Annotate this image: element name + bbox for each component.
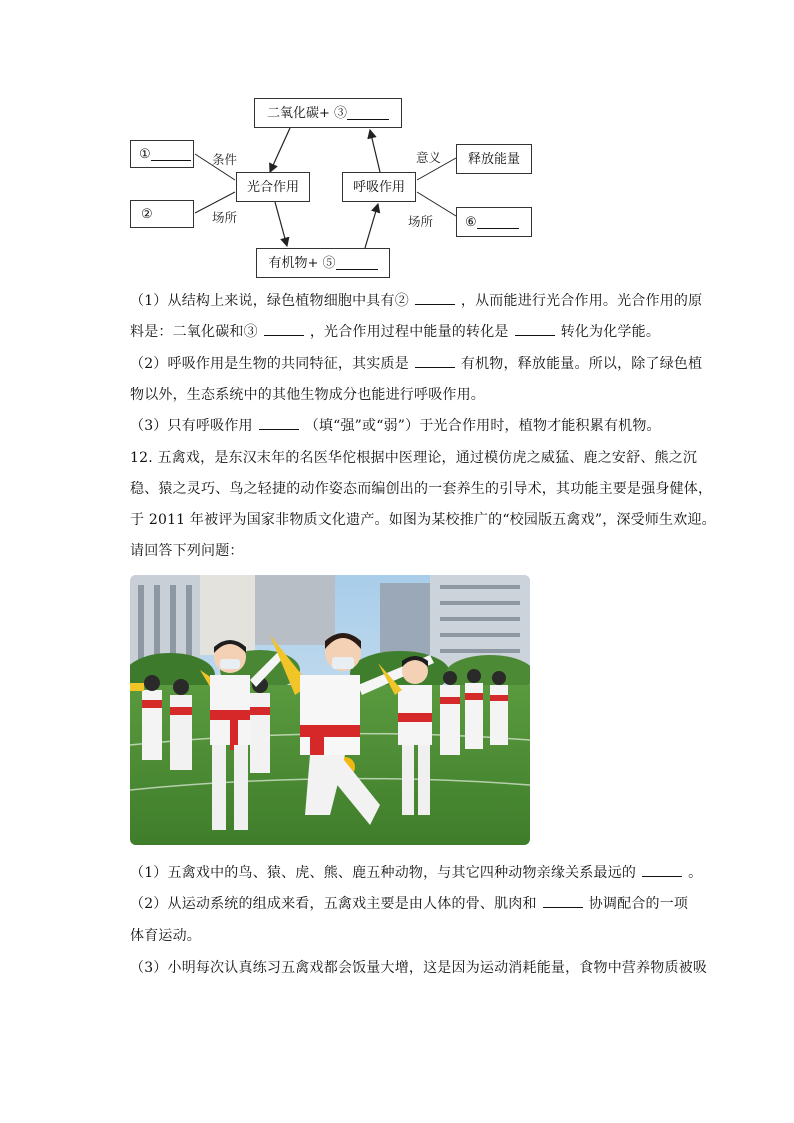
label-place-right: 场所	[408, 214, 434, 229]
release-energy-text: 释放能量	[467, 151, 520, 167]
arrow-photosynthesis-to-bottom	[275, 202, 287, 246]
blank-box-2-text: ②	[141, 206, 153, 222]
blank-box-2	[130, 200, 194, 228]
label-condition: 条件	[212, 152, 238, 167]
q12-2-line2	[130, 925, 201, 945]
text: 。	[688, 865, 703, 881]
answer-blank	[515, 323, 555, 336]
q12-3-line	[130, 957, 707, 977]
text: （3）只有呼吸作用	[130, 418, 253, 434]
answer-blank	[259, 417, 299, 430]
text: （2）呼吸作用是生物的共同特征，其实质是	[130, 356, 409, 372]
text: （1）从结构上来说，绿色植物细胞中具有②	[130, 293, 409, 309]
answer-blank	[415, 355, 455, 368]
q12-intro-line1	[130, 447, 697, 467]
text: ，光合作用过程中能量的转化是	[309, 324, 509, 340]
co2-box-text: 二氧化碳+ ③	[266, 105, 348, 121]
arrow-respiration-to-top	[370, 130, 380, 172]
respiration-box	[342, 172, 416, 202]
organic-matter-box	[256, 248, 390, 278]
wuqinxi-photo	[130, 575, 530, 845]
photosynthesis-respiration-diagram	[120, 88, 560, 288]
q11-1-line1	[130, 290, 702, 310]
text: （2）从运动系统的组成来看，五禽戏主要是由人体的骨、肌肉和	[130, 896, 537, 912]
arrow-bottom-to-respiration	[365, 204, 378, 248]
text: （1）五禽戏中的鸟、猿、虎、熊、鹿五种动物，与其它四种动物亲缘关系最远的	[130, 865, 637, 881]
q12-2-line1	[130, 893, 688, 913]
blank-box-6-text: ⑥	[465, 214, 477, 230]
text: （填“强”或“弱”）于光合作用时，植物才能积累有机物。	[304, 418, 661, 434]
answer-blank	[264, 323, 304, 336]
text: 12. 五禽戏，是东汉末年的名医华佗根据中医理论，通过模仿虎之威猛、鹿之安舒、熊之沉	[130, 450, 698, 466]
answer-blank	[415, 292, 455, 305]
q11-2-line1	[130, 353, 702, 373]
photosynthesis-text: 光合作用	[246, 179, 299, 195]
text: ，从而能进行光合作用。光合作用的原	[460, 293, 703, 309]
blank-box-1-text: ①	[139, 146, 151, 162]
co2-box	[254, 98, 402, 128]
blank-box-1	[130, 140, 194, 168]
text: 协调配合的一项	[588, 896, 689, 912]
q12-prompt	[130, 540, 244, 560]
text: 体育运动。	[130, 928, 201, 944]
q12-intro-line2	[130, 478, 712, 498]
answer-blank	[642, 864, 682, 877]
respiration-text: 呼吸作用	[352, 179, 405, 195]
label-meaning: 意义	[416, 150, 442, 165]
text: 转化为化学能。	[560, 324, 661, 340]
organic-matter-text: 有机物+ ⑤	[268, 255, 336, 271]
q11-2-line2	[130, 384, 485, 404]
text: 料是：二氧化碳和③	[130, 324, 258, 340]
text: 有机物，释放能量。所以，除了绿色植	[460, 356, 703, 372]
blank-box-6	[456, 207, 532, 237]
label-place-left: 场所	[212, 210, 238, 225]
arrow-top-to-photosynthesis	[270, 128, 290, 172]
wuqinxi-photo-illustration	[130, 575, 530, 845]
release-energy-box	[456, 144, 532, 174]
answer-blank	[543, 895, 583, 908]
q11-1-line2	[130, 321, 660, 341]
q11-3-line	[130, 415, 661, 435]
text: （3）小明每次认真练习五禽戏都会饭量大增，这是因为运动消耗能量，食物中营养物质被吸	[130, 960, 708, 976]
text: 于 2011 年被评为国家非物质文化遗产。如图为某校推广的“校园版五禽戏”，深受师生欢迎。	[130, 512, 716, 528]
text: 稳、猿之灵巧、鸟之轻捷的动作姿态而编创出的一套养生的引导术，其功能主要是强身健体，	[130, 481, 713, 497]
q12-1-line	[130, 862, 702, 882]
q12-intro-line3	[130, 509, 716, 529]
text: 请回答下列问题：	[130, 543, 244, 559]
text: 物以外，生态系统中的其他生物成分也能进行呼吸作用。	[130, 387, 485, 403]
photosynthesis-box	[236, 172, 310, 202]
